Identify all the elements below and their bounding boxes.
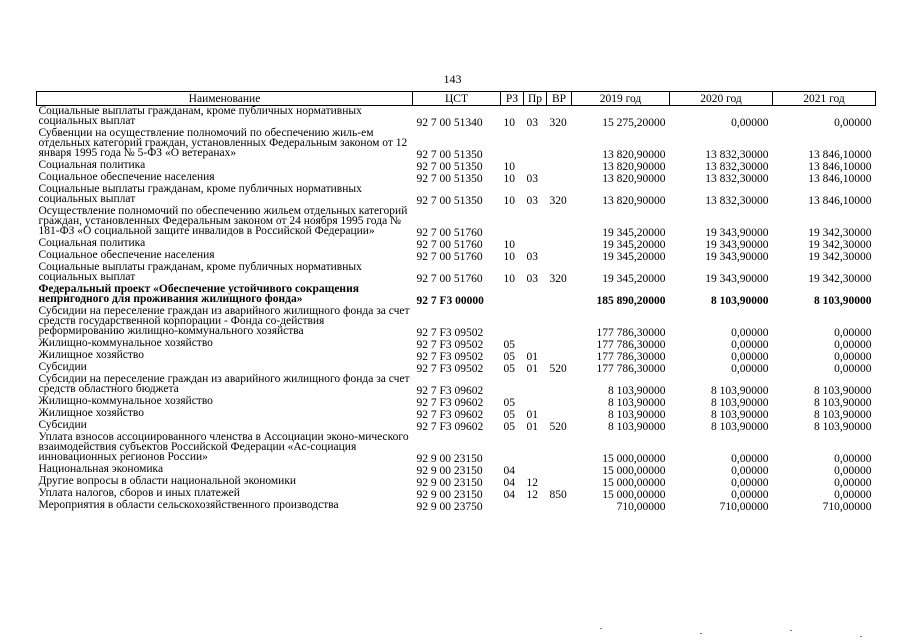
cell-rz: 04 [503,489,515,501]
cell-rz: 04 [503,477,515,489]
cell-name: Уплата налогов, сборов и иных платежей [38,487,240,499]
cell-cst: 92 9 00 23150 [416,477,483,489]
cell-y2020: 0,00000 [731,477,769,489]
cell-pr [524,284,547,306]
cell-cst: 92 7 00 51760 [416,239,483,251]
cell-name: Мероприятия в области сельскохозяйственного производства [38,499,339,511]
cell-y2019: 8 103,90000 [608,397,666,409]
cell-y2019: 19 345,20000 [602,273,666,285]
budget-table [36,91,876,512]
cell-y2019: 710,00000 [616,501,666,513]
cell-y2019: 8 103,90000 [608,409,666,421]
cell-y2020: 8 103,90000 [711,397,769,409]
cell-rz [501,500,524,512]
cell-cst: 92 7 F3 09602 [416,385,484,397]
cell-y2021: 8 103,90000 [814,397,872,409]
cell-rz: 10 [503,251,515,263]
cell-vr [547,350,572,362]
cell-y2020: 8 103,90000 [711,409,769,421]
cell-y2020: 19 343,90000 [705,273,769,285]
cell-name: Социальные выплаты гражданам, кроме публичных нормативных социальных выплат [38,183,362,205]
cell-y2021: 8 103,90000 [814,421,872,433]
header-cst: ЦСТ [413,92,501,106]
cell-rz: 05 [503,339,515,351]
cell-cst: 92 9 00 23150 [416,465,483,477]
cell-y2019: 19 345,20000 [602,251,666,263]
table-row [37,262,876,284]
cell-rz: 05 [503,421,515,433]
cell-pr: 03 [526,195,538,207]
table-row [37,106,876,129]
cell-vr [547,160,572,172]
table-body [37,106,876,513]
cell-y2020: 0,00000 [731,465,769,477]
cell-y2020: 0,00000 [731,351,769,363]
scan-speck [860,636,862,637]
cell-pr: 03 [526,173,538,185]
cell-cst: 92 7 00 51760 [416,227,483,239]
cell-cst: 92 7 F3 09602 [416,397,484,409]
cell-y2019: 13 820,90000 [602,195,666,207]
cell-name: Жилищно-коммунальное хозяйство [38,395,213,407]
cell-y2019: 19 345,20000 [602,227,666,239]
cell-rz [501,374,524,396]
cell-name: Другие вопросы в области национальной экономики [38,475,297,487]
header-name: Наименование [37,92,413,106]
cell-y2019: 8 103,90000 [608,385,666,397]
cell-pr [524,374,547,396]
cell-pr: 01 [526,351,538,363]
cell-y2021: 0,00000 [834,327,872,339]
cell-vr [547,464,572,476]
cell-y2019: 15 000,00000 [602,477,666,489]
cell-rz [501,284,524,306]
cell-vr [547,250,572,262]
cell-y2019: 13 820,90000 [602,173,666,185]
table-header-row [37,92,876,106]
cell-cst: 92 7 F3 09502 [416,363,484,375]
cell-pr [524,306,547,338]
cell-y2020: 19 343,90000 [705,227,769,239]
cell-vr: 520 [549,363,567,375]
cell-cst: 92 7 F3 09602 [416,409,484,421]
cell-vr [547,396,572,408]
cell-name: Жилищно-коммунальное хозяйство [38,337,213,349]
cell-rz [501,432,524,464]
cell-pr: 03 [526,273,538,285]
cell-rz: 05 [503,363,515,375]
cell-rz: 10 [503,239,515,251]
table-row [37,184,876,206]
cell-y2021: 0,00000 [834,363,872,375]
scan-speck [600,628,602,629]
cell-vr [547,172,572,184]
cell-y2020: 19 343,90000 [705,251,769,263]
page-number: 143 [443,72,462,86]
cell-y2020: 13 832,30000 [705,195,769,207]
cell-rz: 10 [503,273,515,285]
cell-vr: 320 [549,195,567,207]
cell-y2020: 0,00000 [731,117,769,129]
cell-pr: 12 [526,489,538,501]
cell-y2019: 177 786,30000 [596,351,666,363]
cell-y2020: 0,00000 [731,489,769,501]
cell-y2019: 13 820,90000 [602,149,666,161]
cell-cst: 92 7 F3 00000 [416,295,484,307]
cell-name: Жилищное хозяйство [38,349,145,361]
scan-speck [790,630,792,631]
cell-y2021: 0,00000 [834,477,872,489]
cell-name: Уплата взносов ассоциированного членства в Ассоциации эконо-мического взаимодействия субъектов Российской Федерации «Ас-социация инновационных регионов России» [38,431,409,463]
cell-cst: 92 7 F3 09502 [416,351,484,363]
cell-pr [524,338,547,350]
cell-y2021: 8 103,90000 [814,295,872,307]
cell-y2021: 19 342,30000 [808,239,872,251]
cell-rz [501,306,524,338]
cell-cst: 92 7 00 51350 [416,173,483,185]
cell-pr [524,500,547,512]
cell-name: Социальная политика [38,237,146,249]
table-row [37,408,876,420]
cell-cst: 92 9 00 23150 [416,453,483,465]
cell-cst: 92 7 00 51350 [416,149,483,161]
table-row [37,206,876,238]
cell-y2020: 0,00000 [731,327,769,339]
cell-vr [547,128,572,160]
cell-y2021: 13 846,10000 [808,195,872,207]
header-2019: 2019 год [572,92,670,106]
cell-y2021: 0,00000 [834,339,872,351]
cell-y2019: 177 786,30000 [596,363,666,375]
cell-cst: 92 7 F3 09502 [416,339,484,351]
cell-pr: 01 [526,363,538,375]
cell-y2021: 0,00000 [834,489,872,501]
cell-y2021: 8 103,90000 [814,409,872,421]
cell-rz [501,128,524,160]
cell-y2021: 19 342,30000 [808,227,872,239]
cell-y2020: 13 832,30000 [705,173,769,185]
cell-y2019: 13 820,90000 [602,161,666,173]
cell-y2021: 13 846,10000 [808,149,872,161]
cell-name: Осуществление полномочий по обеспечению жильем отдельных категорий граждан, установленных Федеральным законом от 24 ноября 1995 года № 181-ФЗ «О социальной защите инвалидов в Российской Федерации» [38,205,408,237]
cell-rz: 10 [503,117,515,129]
table-row [37,374,876,396]
cell-pr: 03 [526,117,538,129]
table-row [37,338,876,350]
cell-y2021: 13 846,10000 [808,161,872,173]
cell-vr: 520 [549,421,567,433]
cell-rz: 05 [503,351,515,363]
cell-y2021: 19 342,30000 [808,273,872,285]
header-pr: Пр [524,92,547,106]
cell-y2019: 19 345,20000 [602,239,666,251]
cell-pr: 12 [526,477,538,489]
cell-pr [524,206,547,238]
cell-cst: 92 7 00 51760 [416,251,483,263]
cell-cst: 92 7 F3 09602 [416,421,484,433]
cell-vr [547,408,572,420]
cell-y2020: 0,00000 [731,363,769,375]
cell-cst: 92 7 F3 09502 [416,327,484,339]
cell-pr [524,396,547,408]
cell-rz: 10 [503,173,515,185]
cell-vr [547,206,572,238]
cell-vr [547,374,572,396]
table-row [37,432,876,464]
cell-y2019: 177 786,30000 [596,339,666,351]
cell-cst: 92 7 00 51350 [416,161,483,173]
cell-vr [547,284,572,306]
cell-y2019: 15 000,00000 [602,465,666,477]
cell-y2020: 8 103,90000 [711,421,769,433]
table-row [37,284,876,306]
cell-y2019: 15 000,00000 [602,453,666,465]
cell-name: Субсидии на переселение граждан из аварийного жилищного фонда за счет средств областного бюджета [38,373,410,395]
cell-pr [524,238,547,250]
cell-name: Субсидии на переселение граждан из аварийного жилищного фонда за счет средств государственной корпорации - Фонда со-действия реформированию жилищно-коммунального хозяйства [38,305,410,337]
table-row [37,350,876,362]
cell-pr [524,464,547,476]
table-row [37,396,876,408]
header-rz: РЗ [501,92,524,106]
cell-y2019: 177 786,30000 [596,327,666,339]
cell-cst: 92 7 00 51350 [416,195,483,207]
cell-name: Социальная политика [38,159,146,171]
cell-cst: 92 7 00 51340 [416,117,483,129]
cell-name: Федеральный проект «Обеспечение устойчивого сокращения непригодного для проживания жилищного фонда» [38,283,359,305]
cell-vr [547,500,572,512]
cell-y2021: 0,00000 [834,351,872,363]
cell-y2021: 0,00000 [834,465,872,477]
cell-y2021: 13 846,10000 [808,173,872,185]
cell-cst: 92 9 00 23150 [416,489,483,501]
cell-y2019: 185 890,20000 [596,295,666,307]
cell-pr: 01 [526,421,538,433]
cell-vr [547,238,572,250]
cell-pr: 03 [526,251,538,263]
cell-vr: 320 [549,273,567,285]
cell-cst: 92 9 00 23750 [416,501,483,513]
cell-y2020: 0,00000 [731,339,769,351]
cell-y2020: 19 343,90000 [705,239,769,251]
cell-y2020: 710,00000 [719,501,769,513]
table-row [37,306,876,338]
cell-rz: 10 [503,161,515,173]
cell-name: Национальная экономика [38,463,164,475]
cell-pr: 01 [526,409,538,421]
cell-name: Социальное обеспечение населения [38,249,215,261]
cell-name: Социальные выплаты гражданам, кроме публичных нормативных социальных выплат [38,105,362,127]
cell-vr [547,338,572,350]
cell-y2021: 19 342,30000 [808,251,872,263]
cell-y2020: 0,00000 [731,453,769,465]
cell-rz: 10 [503,195,515,207]
cell-y2021: 0,00000 [834,453,872,465]
cell-pr [524,160,547,172]
cell-y2021: 8 103,90000 [814,385,872,397]
cell-vr: 320 [549,117,567,129]
cell-rz: 04 [503,465,515,477]
cell-y2020: 8 103,90000 [711,385,769,397]
scan-speck [700,633,702,634]
header-2021: 2021 год [773,92,876,106]
cell-name: Субсидии [38,419,87,431]
table-row [37,128,876,160]
table-row [37,500,876,512]
cell-y2020: 8 103,90000 [711,295,769,307]
cell-y2020: 13 832,30000 [705,149,769,161]
cell-y2019: 8 103,90000 [608,421,666,433]
cell-rz: 05 [503,409,515,421]
cell-name: Субсидии [38,361,87,373]
cell-pr [524,128,547,160]
cell-rz: 05 [503,397,515,409]
cell-vr [547,306,572,338]
cell-vr [547,432,572,464]
cell-y2021: 0,00000 [834,117,872,129]
cell-pr [524,432,547,464]
cell-name: Социальное обеспечение населения [38,171,215,183]
cell-y2020: 13 832,30000 [705,161,769,173]
cell-vr: 850 [549,489,567,501]
cell-name: Социальные выплаты гражданам, кроме публичных нормативных социальных выплат [38,261,362,283]
cell-name: Субвенции на осуществление полномочий по обеспечению жиль-ем отдельных категорий граждан, установленных Федеральным законом от 12 января 1995 года № 5-ФЗ «О ветеранах» [38,127,408,159]
cell-y2019: 15 000,00000 [602,489,666,501]
header-vr: ВР [547,92,572,106]
header-2020: 2020 год [670,92,773,106]
cell-vr [547,476,572,488]
cell-rz [501,206,524,238]
cell-name: Жилищное хозяйство [38,407,145,419]
cell-y2019: 15 275,20000 [602,117,666,129]
cell-y2021: 710,00000 [822,501,872,513]
cell-cst: 92 7 00 51760 [416,273,483,285]
